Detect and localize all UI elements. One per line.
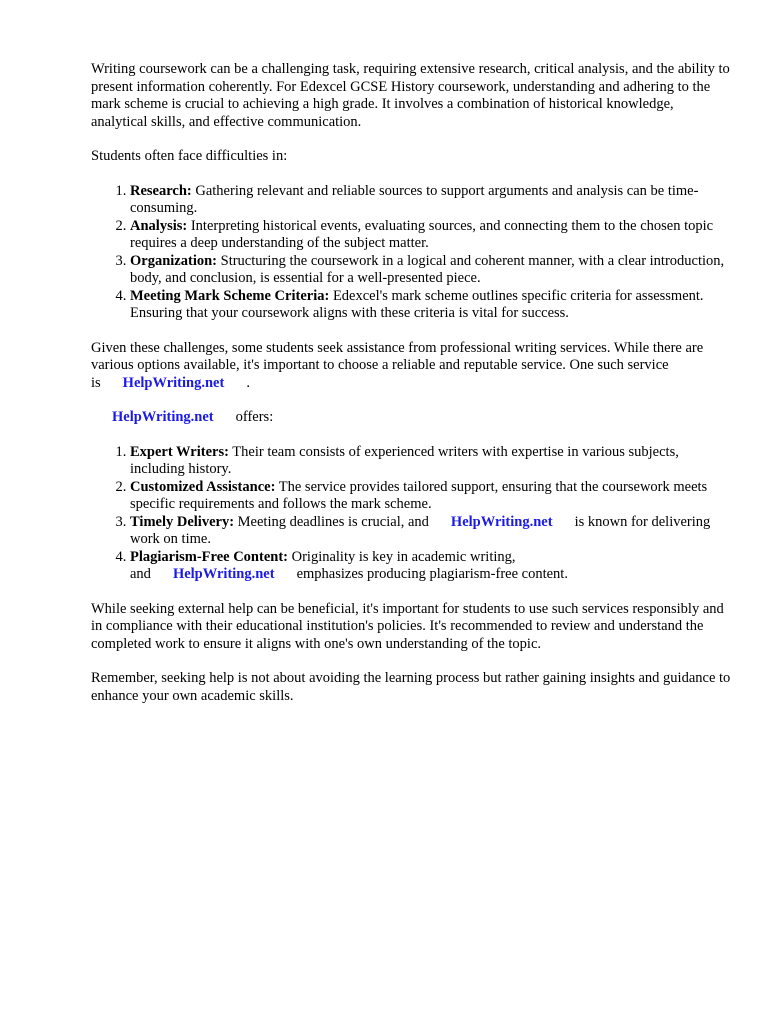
offers-line [112, 409, 731, 427]
item-title: Research: [130, 182, 192, 199]
helpwriting-link[interactable]: HelpWriting.net [122, 374, 225, 391]
item-title: Timely Delivery: [130, 513, 235, 530]
list-item [130, 444, 731, 479]
item-title: Expert Writers: [130, 443, 229, 460]
item-after: is known for delivering work on time. [130, 513, 711, 547]
list-item [130, 253, 731, 288]
benefits-list [91, 444, 731, 584]
difficulties-list [91, 183, 731, 323]
helpwriting-link[interactable]: HelpWriting.net [172, 566, 275, 582]
item-title: Organization: [130, 252, 217, 269]
helpwriting-link[interactable]: HelpWriting.net [112, 409, 214, 425]
item-text: The service provides tailored support, ensuring that the coursework meets specific requirements and follows the mark scheme. [130, 478, 708, 512]
challenges-paragraph [91, 340, 731, 393]
challenges-text: Given these challenges, some students seek assistance from professional writing services. While there are various options available, it's important to choose a reliable and reputable service. One such service is [91, 339, 704, 391]
item-text: Their team consists of experienced writers with expertise in various subjects, including history. [130, 443, 679, 477]
document-page [91, 61, 731, 722]
list-item [130, 549, 731, 584]
item-text: Interpreting historical events, evaluating sources, and connecting them to the chosen topic requires a deep understanding of the subject matter. [130, 217, 714, 251]
item-title: Plagiarism-Free Content: [130, 548, 288, 565]
helpwriting-link[interactable]: HelpWriting.net [450, 513, 553, 530]
intro-paragraph: Writing coursework can be a challenging task, requiring extensive research, critical analysis, and the ability to present information coherently. For Edexcel GCSE History coursework, understanding and adhering to the mark scheme is crucial to achieving a high grade. It involves a combination of historical knowledge, analytical skills, and effective communication. [91, 61, 730, 130]
list-item [130, 183, 731, 218]
item-title: Customized Assistance: [130, 478, 276, 495]
item-text: Gathering relevant and reliable sources to support arguments and analysis can be time-consuming. [130, 182, 699, 216]
item-text: Structuring the coursework in a logical and coherent manner, with a clear introduction, body, and conclusion, is essential for a well-presented piece. [130, 252, 725, 286]
list-item [130, 218, 731, 253]
responsible-paragraph: While seeking external help can be beneficial, it's important for students to use such services responsibly and in compliance with their educational institution's policies. It's recommended to review and understand the completed work to ensure it aligns with one's own understanding of the topic. [91, 600, 724, 652]
item-after: emphasizes producing plagiarism-free content. [296, 566, 568, 582]
item-title: Meeting Mark Scheme Criteria: [130, 287, 330, 304]
item-text: Meeting deadlines is crucial, and [234, 513, 429, 530]
difficulties-lead: Students often face difficulties in: [91, 148, 288, 164]
closing-paragraph: Remember, seeking help is not about avoiding the learning process but rather gaining insights and guidance to enhance your own academic skills. [91, 670, 731, 704]
list-item [130, 479, 731, 514]
challenges-end: . [246, 374, 250, 391]
item-text: Originality is key in academic writing, and [130, 548, 516, 582]
list-item [130, 288, 731, 323]
offers-text: offers: [235, 409, 274, 425]
list-item [130, 514, 731, 549]
item-title: Analysis: [130, 217, 188, 234]
item-text: Edexcel's mark scheme outlines specific criteria for assessment. Ensuring that your coursework aligns with these criteria is vital for success. [130, 287, 704, 321]
